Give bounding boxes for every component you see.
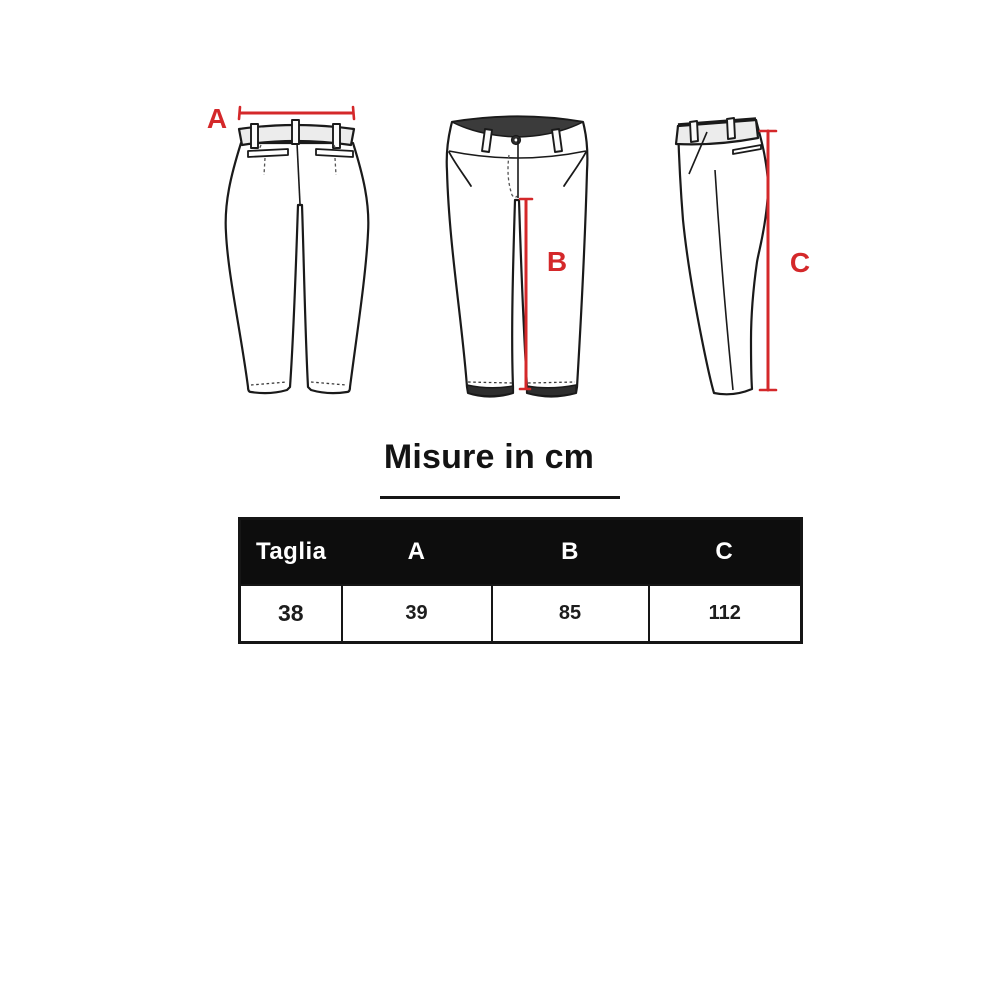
header-b: B: [492, 519, 649, 586]
header-taglia: Taglia: [240, 519, 342, 586]
pants-side-view-drawing: [655, 100, 825, 410]
page-title: Misure in cm: [383, 438, 595, 476]
pants-side-body: [678, 120, 768, 394]
size-table-header-row: [240, 519, 802, 586]
pants-front-view-drawing: [435, 105, 620, 405]
size-table-row: [240, 585, 802, 643]
back-pocket-right: [316, 149, 353, 157]
belt-loop: [251, 124, 258, 148]
waistband-button-hole: [515, 139, 518, 142]
measure-c-label: C: [789, 247, 811, 278]
header-c: C: [649, 519, 802, 586]
cell-b: 85: [492, 585, 649, 643]
cell-size: 38: [240, 585, 342, 643]
header-a: A: [342, 519, 492, 586]
pants-back-view-drawing: [195, 95, 380, 405]
measure-b-label: B: [546, 246, 568, 277]
title-underline: [380, 496, 620, 499]
pants-back-body: [226, 143, 369, 393]
belt-loop: [690, 121, 698, 142]
size-table: [238, 517, 803, 644]
back-pocket-left: [248, 149, 288, 157]
belt-loop: [292, 120, 299, 144]
cell-c: 112: [649, 585, 802, 643]
cell-a: 39: [342, 585, 492, 643]
measure-a-label: A: [206, 103, 228, 134]
belt-loop: [333, 124, 340, 148]
belt-loop: [727, 118, 735, 139]
